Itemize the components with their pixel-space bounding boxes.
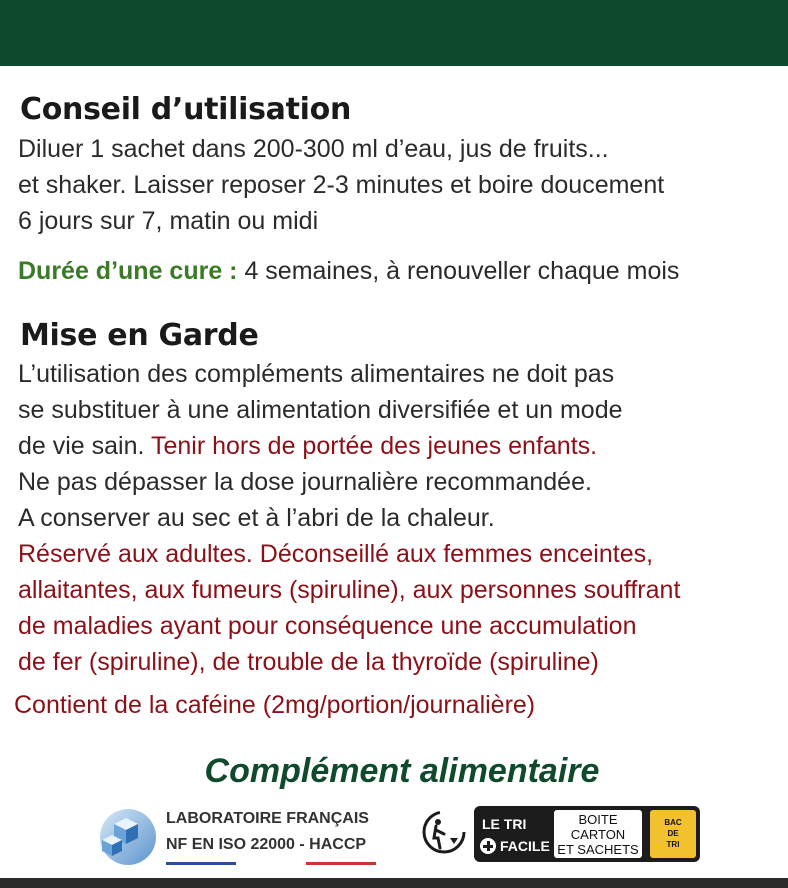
garde-line-5: A conserver au sec et à l’abri de la chaleur. bbox=[18, 504, 495, 532]
bottom-band bbox=[0, 878, 788, 888]
complement-alimentaire-title: Complément alimentaire bbox=[204, 752, 600, 790]
mise-en-garde-title: Mise en Garde bbox=[20, 318, 259, 353]
top-header-band bbox=[0, 0, 788, 66]
box-line-3: ET SACHETS bbox=[557, 842, 639, 857]
garde-line-2: se substituer à une alimentation diversifiée et un mode bbox=[18, 396, 623, 424]
box-line-1: BOITE bbox=[578, 812, 618, 827]
garde-line-3-plain: de vie sain. bbox=[18, 432, 151, 460]
plus-icon bbox=[480, 838, 496, 854]
conseil-title: Conseil d’utilisation bbox=[20, 92, 352, 127]
flag-blue-stripe bbox=[166, 862, 236, 865]
warning-red-line-4: de fer (spiruline), de trouble de la thyroïde (spiruline) bbox=[18, 648, 599, 676]
bac-de-tri-icon bbox=[650, 810, 696, 858]
duree-line bbox=[18, 256, 679, 286]
bac-line-1: BAC bbox=[664, 818, 682, 827]
children-warning: Tenir hors de portée des jeunes enfants. bbox=[150, 432, 598, 460]
garde-line-4: Ne pas dépasser la dose journalière recommandée. bbox=[18, 468, 592, 496]
lab-line-1: LABORATOIRE FRANÇAIS bbox=[166, 810, 369, 827]
lab-line-2: NF EN ISO 22000 - HACCP bbox=[166, 836, 367, 853]
box-line-2: CARTON bbox=[570, 827, 626, 842]
tri-line-2: FACILE bbox=[500, 838, 550, 854]
conseil-line-1: Diluer 1 sachet dans 200-300 ml d’eau, jus de fruits... bbox=[18, 135, 609, 163]
garde-line-3 bbox=[18, 431, 597, 461]
duree-value: 4 semaines, à renouveller chaque mois bbox=[237, 257, 680, 285]
laboratory-cube-icon bbox=[92, 806, 160, 868]
conseil-line-2: et shaker. Laisser reposer 2-3 minutes et boire doucement bbox=[18, 171, 665, 199]
cafeine-line: Contient de la caféine (2mg/portion/journalière) bbox=[14, 691, 536, 719]
warning-red-line-1: Réservé aux adultes. Déconseillé aux femmes enceintes, bbox=[18, 540, 654, 568]
tri-line-1: LE TRI bbox=[482, 816, 527, 832]
box-label bbox=[554, 810, 642, 858]
warning-red-line-2: allaitantes, aux fumeurs (spiruline), aux personnes souffrant bbox=[18, 576, 681, 604]
flag-red-stripe bbox=[306, 862, 376, 865]
duree-label: Durée d’une cure : bbox=[18, 257, 238, 285]
tri-facile-badge bbox=[474, 806, 700, 862]
bac-line-3: TRI bbox=[666, 840, 680, 849]
bac-line-2: DE bbox=[667, 829, 679, 838]
garde-line-1: L’utilisation des compléments alimentaires ne doit pas bbox=[18, 360, 615, 388]
triman-recycle-icon bbox=[420, 808, 468, 856]
conseil-line-3: 6 jours sur 7, matin ou midi bbox=[18, 207, 319, 235]
warning-red-line-3: de maladies ayant pour conséquence une accumulation bbox=[18, 612, 637, 640]
